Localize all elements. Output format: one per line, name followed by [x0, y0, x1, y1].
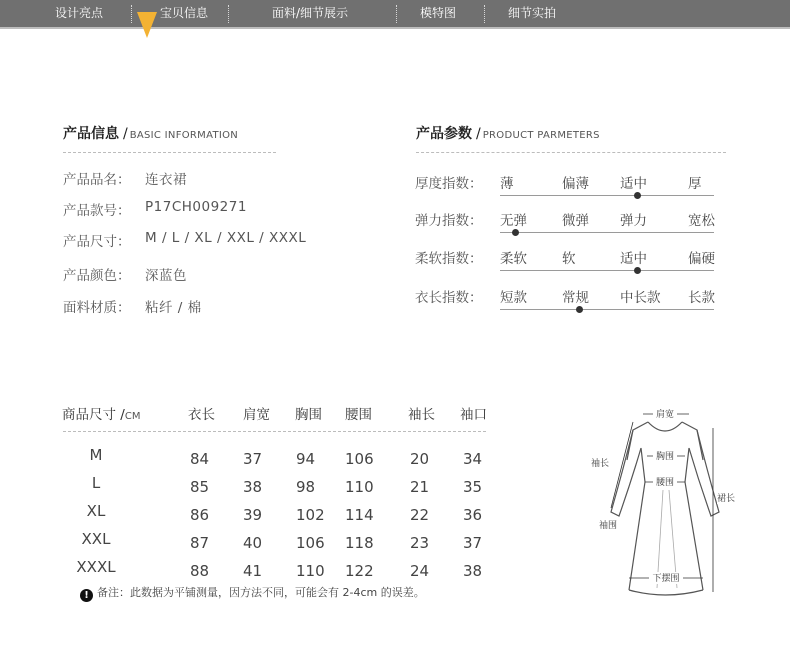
size-table-cell: 40	[243, 534, 263, 552]
size-table-divider	[63, 431, 486, 432]
info-value-style-no: P17CH009271	[145, 199, 247, 215]
dress-outline-icon	[585, 400, 745, 610]
size-table-cell: 24	[410, 562, 430, 580]
param-option: 短款	[500, 290, 527, 306]
param-option: 宽松	[688, 213, 715, 229]
size-table-cell: 110	[296, 562, 325, 580]
nav-item-fabric-details[interactable]: 面料/细节展示	[272, 6, 349, 20]
size-table-cell: 118	[345, 534, 374, 552]
size-table-cell: 20	[410, 450, 430, 468]
info-label: 产品品名：	[63, 172, 131, 188]
param-option: 常规	[562, 290, 589, 306]
size-table-size-label: M	[89, 446, 103, 464]
size-table-size-label: XXXL	[76, 558, 116, 576]
size-table-column-header: 胸围	[295, 407, 322, 423]
diagram-label-cuff: 袖围	[599, 521, 618, 531]
param-indicator-dot	[634, 192, 641, 199]
diagram-label-chest: 胸围	[655, 452, 675, 462]
param-option: 软	[562, 251, 576, 267]
param-scale-line	[500, 195, 714, 196]
size-table-size-label: XL	[86, 502, 106, 520]
size-table-cell: 87	[190, 534, 210, 552]
basic-info-heading	[63, 123, 238, 143]
nav-item-model-photos[interactable]: 模特图	[420, 6, 457, 20]
params-divider	[416, 152, 726, 153]
size-table-unit: CM	[124, 411, 141, 422]
size-table-column-header: 腰围	[345, 407, 372, 423]
size-table-cell: 22	[410, 506, 430, 524]
param-label: 弹力指数：	[415, 213, 483, 229]
size-table-cell: 35	[463, 478, 483, 496]
size-table-cell: 37	[463, 534, 483, 552]
info-value-name: 连衣裙	[145, 172, 187, 188]
param-option: 柔软	[500, 251, 527, 267]
size-table-cell: 34	[463, 450, 483, 468]
diagram-label-waist: 腰围	[655, 478, 675, 488]
info-label: 产品尺寸：	[63, 234, 131, 250]
size-table-cell: 122	[345, 562, 374, 580]
size-table-cell: 21	[410, 478, 430, 496]
size-table-cell: 23	[410, 534, 430, 552]
param-label: 柔软指数：	[415, 251, 483, 267]
param-option: 无弹	[500, 213, 527, 229]
note-text: 备注：此数据为平铺测量，因方法不同，可能会有 2-4cm 的误差。	[97, 586, 425, 599]
info-label: 面料材质：	[63, 300, 131, 316]
size-table-cell: 94	[296, 450, 316, 468]
param-indicator-dot	[512, 229, 519, 236]
nav-divider	[228, 5, 229, 23]
basic-info-divider	[63, 152, 276, 153]
param-indicator-dot	[634, 267, 641, 274]
param-scale-line	[500, 309, 714, 310]
param-label: 衣长指数：	[415, 290, 483, 306]
diagram-label-shoulder: 肩宽	[655, 410, 675, 420]
params-subtitle: PRODUCT PARMETERS	[482, 130, 600, 141]
diagram-label-length: 裙长	[717, 494, 736, 504]
size-table-size-label: XXL	[81, 530, 111, 548]
top-nav	[0, 0, 790, 29]
param-option: 中长款	[620, 290, 661, 306]
size-table-cell: 110	[345, 478, 374, 496]
size-table-cell: 114	[345, 506, 374, 524]
size-table-cell: 86	[190, 506, 210, 524]
param-option: 弹力	[620, 213, 647, 229]
info-label: 产品款号：	[63, 203, 131, 219]
size-table-column-header: 肩宽	[243, 407, 270, 423]
heading-slash: /	[123, 126, 128, 142]
param-option: 长款	[688, 290, 715, 306]
nav-item-detail-photos[interactable]: 细节实拍	[508, 6, 557, 20]
size-table-cell: 106	[296, 534, 325, 552]
active-tab-marker-icon	[137, 12, 157, 38]
diagram-label-hem: 下摆围	[652, 574, 680, 584]
param-option: 厚	[688, 176, 702, 192]
size-table-cell: 39	[243, 506, 263, 524]
size-table-cell: 41	[243, 562, 263, 580]
params-heading	[416, 123, 600, 143]
size-table-cell: 38	[463, 562, 483, 580]
nav-divider	[484, 5, 485, 23]
size-table-cell: 106	[345, 450, 374, 468]
param-scale-line	[500, 270, 714, 271]
param-scale-line	[500, 232, 714, 233]
param-label: 厚度指数：	[415, 176, 483, 192]
size-table-cell: 84	[190, 450, 210, 468]
param-indicator-dot	[576, 306, 583, 313]
size-table-column-header: 袖长	[408, 407, 435, 423]
size-table-column-header: 袖口	[460, 407, 487, 423]
size-table-cell: 37	[243, 450, 263, 468]
info-label: 产品颜色：	[63, 268, 131, 284]
info-value-sizes: M / L / XL / XXL / XXXL	[145, 230, 307, 246]
nav-divider	[131, 5, 132, 23]
size-table-cell: 36	[463, 506, 483, 524]
size-table-size-label: L	[91, 474, 101, 492]
nav-item-design-highlights[interactable]: 设计亮点	[55, 6, 104, 20]
size-table-label: 商品尺寸	[62, 407, 116, 423]
nav-item-product-info[interactable]: 宝贝信息	[160, 6, 209, 20]
param-option: 薄	[500, 176, 514, 192]
size-table-cell: 98	[296, 478, 316, 496]
size-table-cell: 85	[190, 478, 210, 496]
info-value-color: 深蓝色	[145, 268, 187, 284]
size-table-cell: 102	[296, 506, 325, 524]
warning-icon: !	[80, 589, 93, 602]
param-option: 适中	[620, 176, 647, 192]
basic-info-title: 产品信息	[63, 126, 119, 142]
nav-divider	[396, 5, 397, 23]
measurement-note	[80, 584, 425, 602]
param-option: 偏硬	[688, 251, 715, 267]
basic-info-subtitle: BASIC INFORMATION	[129, 130, 239, 141]
heading-slash: /	[476, 126, 481, 142]
params-title: 产品参数	[416, 126, 472, 142]
size-table-cell: 88	[190, 562, 210, 580]
size-table-column-header: 衣长	[188, 407, 215, 423]
param-option: 偏薄	[562, 176, 589, 192]
info-value-material: 粘纤 / 棉	[145, 300, 202, 316]
param-option: 微弹	[562, 213, 589, 229]
size-table-heading: 商品尺寸 /CM	[62, 407, 141, 423]
size-table-cell: 38	[243, 478, 263, 496]
diagram-label-sleeve: 袖长	[591, 459, 610, 469]
param-option: 适中	[620, 251, 647, 267]
